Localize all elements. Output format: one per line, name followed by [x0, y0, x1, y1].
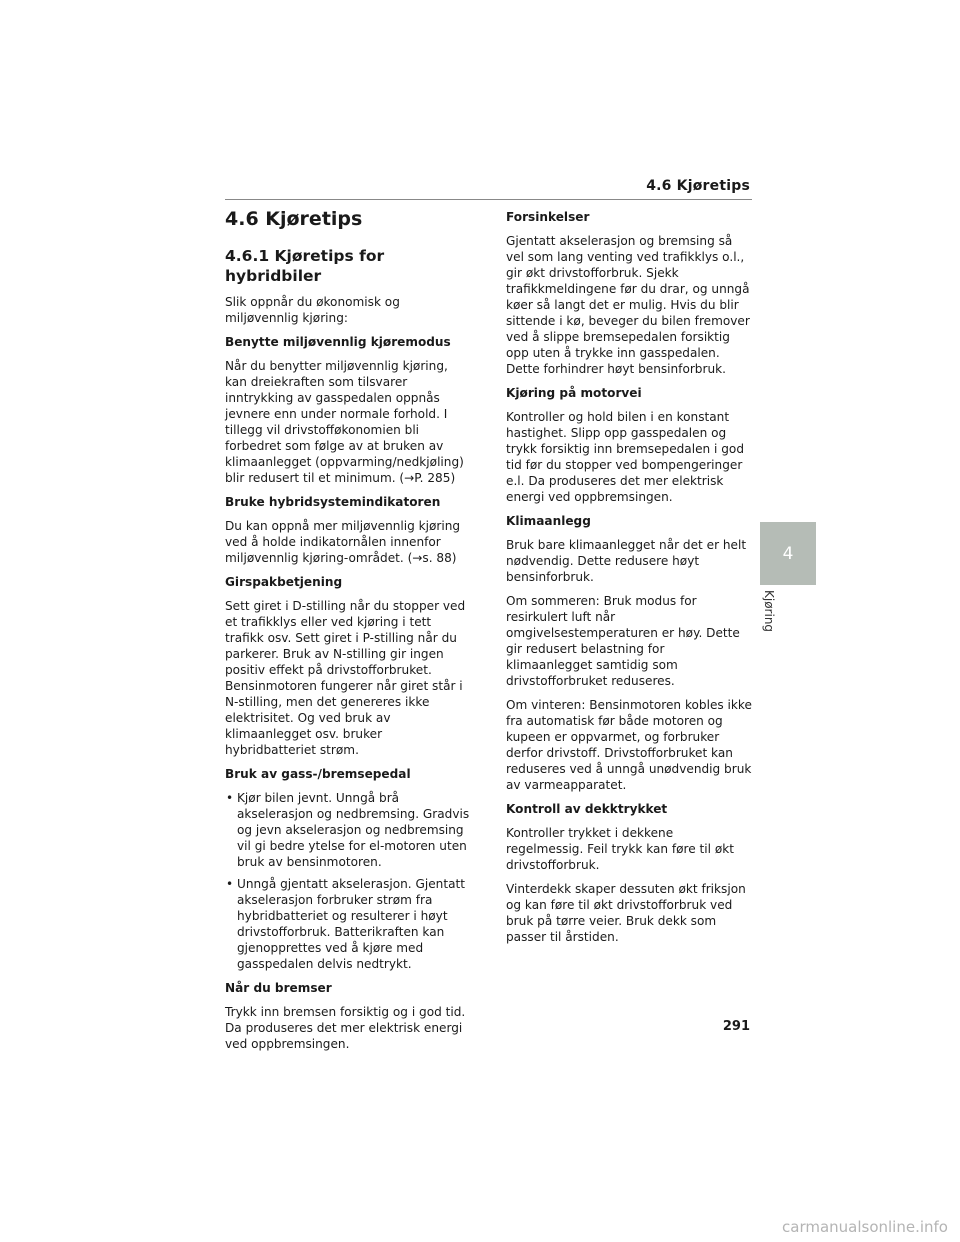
ac-paragraph-3: Om vinteren: Bensinmotoren kobles ikke fra automatisk før både motoren og kupeen er oppvarmet, og forbruker derfor drivstoff. Drivstofforbruket kan reduseres ved å unngå unødvendig bruk av varmeapparatet.: [506, 698, 752, 792]
list-item: • Unngå gjentatt akselerasjon. Gjentatt akselerasjon forbruker strøm fra hybridbatteriet og resulterer i høyt drivstofforbruk. Batterikraften kan gjenopprettes ved å kjøre med gasspedalen delvis nedtrykt.: [225, 876, 471, 972]
pedal-heading: Bruk av gass-/bremsepedal: [225, 767, 411, 781]
indicator-heading: Bruke hybridsystemindikatoren: [225, 495, 441, 509]
ac-heading: Klimaanlegg: [506, 514, 591, 528]
tire-heading: Kontroll av dekktrykket: [506, 802, 668, 816]
left-column: [225, 206, 471, 1060]
highway-paragraph: Kontroller og hold bilen i en konstant hastighet. Slipp opp gasspedalen og trykk forsiktig inn bremsepedalen i god tid før du stopper ved bompengeringer e.l. Da produseres det mer elektrisk energi ved oppbremsingen.: [506, 410, 744, 504]
chapter-tab-number: 4: [782, 543, 794, 564]
pedal-bullet-list: [225, 790, 471, 972]
right-column: [506, 209, 752, 953]
shift-heading: Girspakbetjening: [225, 575, 343, 589]
ac-paragraph-2: Om sommeren: Bruk modus for resirkulert luft når omgivelsestemperaturen er høy. Dette gir redusert belastning for klimaanlegget samtidig som drivstofforbruket reduseres.: [506, 594, 740, 688]
tire-paragraph-2: Vinterdekk skaper dessuten økt friksjon og kan føre til økt drivstofforbruk ved bruk på tørre veier. Bruk dekk som passer til årstiden.: [506, 882, 746, 944]
running-header: 4.6 Kjøretips: [646, 178, 750, 194]
page-number: 291: [722, 1019, 750, 1034]
list-item: • Kjør bilen jevnt. Unngå brå akselerasjon og nedbremsing. Gradvis og jevn akselerasjon og nedbremsing vil gi bedre ytelse for el-motoren uten bruk av bensinmotoren.: [225, 790, 471, 870]
eco-mode-heading: Benytte miljøvennlig kjøremodus: [225, 335, 451, 349]
eco-mode-paragraph: Når du benytter miljøvennlig kjøring, kan dreiekraften som tilsvarer inntrykking av gasspedalen oppnås jevnere enn under normale forhold. I tillegg vil drivstofføkonomien bli forbedret som følge av at bruken av klimaanlegget (oppvarming/nedkjøling) blir redusert til et minimum. (→P. 285): [225, 359, 464, 485]
tire-paragraph-1: Kontroller trykket i dekkene regelmessig. Feil trykk kan føre til økt drivstofforbruk.: [506, 826, 735, 872]
section-title: 4.6.1 Kjøretips for hybridbiler: [225, 247, 385, 285]
indicator-paragraph: Du kan oppnå mer miljøvennlig kjøring ved å holde indikatornålen innenfor miljøvennlig kjøring-området. (→s. 88): [225, 519, 461, 565]
delay-paragraph: Gjentatt akselerasjon og bremsing så vel som lang venting ved trafikklys o.l., gir økt drivstofforbruk. Sjekk trafikkmeldingene før du drar, og unngå køer så langt det er mulig. Hvis du blir sittende i kø, beveger du bilen fremover ved å slippe bremsepedalen forsiktig opp uten å trykke inn gasspedalen. Dette forhindrer høyt bensinforbruk.: [506, 234, 750, 376]
chapter-tab: [760, 522, 816, 585]
header-rule: [225, 199, 752, 200]
intro-paragraph: Slik oppnår du økonomisk og miljøvennlig kjøring:: [225, 295, 400, 325]
delay-heading: Forsinkelser: [506, 210, 590, 224]
brake-heading: Når du bremser: [225, 981, 332, 995]
shift-paragraph: Sett giret i D-stilling når du stopper ved et trafikklys eller ved kjøring i tett trafikk osv. Sett giret i P-stilling når du parkerer. Bruk av N-stilling gir ingen positiv effekt på drivstofforbruket. Bensinmotoren fungerer når giret står i N-stilling, men det genereres ikke elektrisitet. Og ved bruk av klimaanlegget osv. bruker hybridbatteriet strøm.: [225, 599, 466, 757]
watermark: carmanualsonline.info: [782, 1218, 948, 1236]
brake-paragraph: Trykk inn bremsen forsiktig og i god tid. Da produseres det mer elektrisk energi ved oppbremsingen.: [225, 1005, 466, 1051]
chapter-title: 4.6 Kjøretips: [225, 208, 363, 230]
highway-heading: Kjøring på motorvei: [506, 386, 642, 400]
ac-paragraph-1: Bruk bare klimaanlegget når det er helt nødvendig. Dette redusere høyt bensinforbruk.: [506, 538, 747, 584]
chapter-tab-label: Kjøring: [762, 590, 776, 633]
